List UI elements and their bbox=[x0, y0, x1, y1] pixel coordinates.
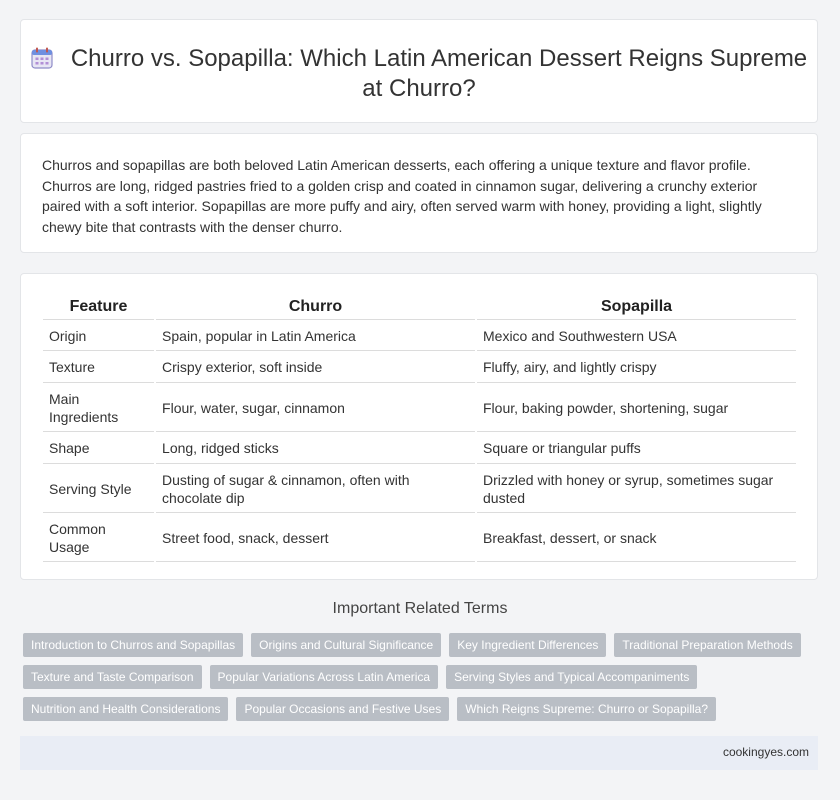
table-cell: Long, ridged sticks bbox=[156, 433, 475, 464]
footer-site-link[interactable]: cookingyes.com bbox=[722, 745, 809, 759]
table-cell: Drizzled with honey or syrup, sometimes sugar dusted bbox=[477, 465, 796, 513]
table-row bbox=[43, 384, 796, 432]
intro-card bbox=[20, 133, 818, 253]
table-cell: Street food, snack, dessert bbox=[156, 514, 475, 562]
table-cell: Flour, water, sugar, cinnamon bbox=[156, 384, 475, 432]
related-term-tag[interactable]: Key Ingredient Differences bbox=[449, 633, 606, 657]
comparison-table bbox=[41, 294, 798, 563]
table-row bbox=[43, 465, 796, 513]
page-title-wrap bbox=[21, 44, 817, 104]
table-cell: Crispy exterior, soft inside bbox=[156, 352, 475, 383]
table-cell: Texture bbox=[43, 352, 154, 383]
related-term-tag[interactable]: Introduction to Churros and Sopapillas bbox=[23, 633, 243, 657]
related-term-tag[interactable]: Serving Styles and Typical Accompaniments bbox=[446, 665, 697, 689]
table-cell: Breakfast, dessert, or snack bbox=[477, 514, 796, 562]
table-header-row bbox=[43, 295, 796, 320]
table-cell: Fluffy, airy, and lightly crispy bbox=[477, 352, 796, 383]
table-row bbox=[43, 352, 796, 383]
related-term-tag[interactable]: Origins and Cultural Significance bbox=[251, 633, 441, 657]
comparison-card bbox=[20, 273, 818, 580]
table-row bbox=[43, 514, 796, 562]
related-term-tag[interactable]: Traditional Preparation Methods bbox=[614, 633, 800, 657]
related-terms-list bbox=[23, 633, 813, 729]
title-card bbox=[20, 19, 818, 123]
header-sopapilla: Sopapilla bbox=[477, 295, 796, 320]
table-cell: Main Ingredients bbox=[43, 384, 154, 432]
related-term-tag[interactable]: Which Reigns Supreme: Churro or Sopapilla? bbox=[457, 697, 716, 721]
related-term-tag[interactable]: Texture and Taste Comparison bbox=[23, 665, 202, 689]
table-cell: Square or triangular puffs bbox=[477, 433, 796, 464]
table-cell: Spain, popular in Latin America bbox=[156, 321, 475, 351]
related-term-tag[interactable]: Nutrition and Health Considerations bbox=[23, 697, 228, 721]
header-churro: Churro bbox=[156, 295, 475, 320]
page-title: Churro vs. Sopapilla: Which Latin American Dessert Reigns Supreme at Churro? bbox=[70, 45, 808, 102]
table-cell: Flour, baking powder, shortening, sugar bbox=[477, 384, 796, 432]
table-cell: Serving Style bbox=[43, 465, 154, 513]
table-cell: Common Usage bbox=[43, 514, 154, 562]
table-row bbox=[43, 433, 796, 464]
related-term-tag[interactable]: Popular Occasions and Festive Uses bbox=[236, 697, 449, 721]
related-terms-heading: Important Related Terms bbox=[332, 600, 508, 617]
table-cell: Dusting of sugar & cinnamon, often with chocolate dip bbox=[156, 465, 475, 513]
footer bbox=[20, 736, 818, 770]
table-row bbox=[43, 321, 796, 351]
table-cell: Origin bbox=[43, 321, 154, 351]
calendar-icon bbox=[31, 47, 53, 69]
table-cell: Shape bbox=[43, 433, 154, 464]
table-cell: Mexico and Southwestern USA bbox=[477, 321, 796, 351]
related-term-tag[interactable]: Popular Variations Across Latin America bbox=[210, 665, 439, 689]
intro-paragraph: Churros and sopapillas are both beloved Latin American desserts, each offering a unique texture and flavor profile. Churros are long, ridged pastries fried to a golden crisp and coated in cinnamon sugar, delivering a crunchy exterior paired with a soft interior. Sopapillas are more puffy and airy, often served warm with honey, providing a light, slightly chewy bite that contrasts with the denser churro. bbox=[42, 157, 762, 235]
header-feature: Feature bbox=[43, 295, 154, 320]
